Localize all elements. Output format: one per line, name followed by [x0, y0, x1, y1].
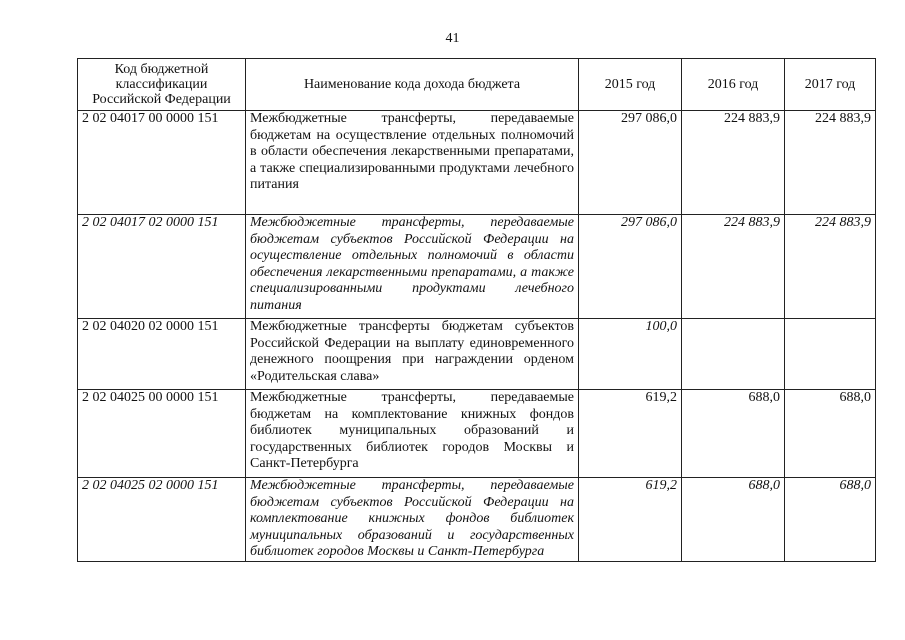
table-row	[78, 478, 876, 562]
amount-2016-cell: 688,0	[682, 478, 785, 562]
revenue-name-cell: Межбюджетные трансферты, передаваемые бюджетам на осуществление отдельных полномочий в области обеспечения лекарственными препаратами, а также специализированными продуктами лечебного питания	[246, 111, 579, 215]
budget-code-cell: 2 02 04017 02 0000 151	[78, 215, 246, 319]
header-year-2015: 2015 год	[579, 59, 682, 111]
budget-code-cell: 2 02 04025 00 0000 151	[78, 390, 246, 478]
budget-code-cell: 2 02 04017 00 0000 151	[78, 111, 246, 215]
budget-code-cell: 2 02 04020 02 0000 151	[78, 319, 246, 390]
amount-2017-cell: 224 883,9	[785, 111, 876, 215]
amount-2015-cell: 100,0	[579, 319, 682, 390]
amount-2015-cell: 619,2	[579, 390, 682, 478]
budget-revenue-table	[77, 58, 876, 562]
table-row	[78, 111, 876, 215]
amount-2015-cell: 619,2	[579, 478, 682, 562]
amount-2016-cell: 224 883,9	[682, 111, 785, 215]
table-row	[78, 390, 876, 478]
revenue-name-cell: Межбюджетные трансферты, передаваемые бюджетам субъектов Российской Федерации на осуществление отдельных полномочий в области обеспечения лекарственными препаратами, а также специализированными продуктами лечебного питания	[246, 215, 579, 319]
amount-2016-cell	[682, 319, 785, 390]
table-row	[78, 319, 876, 390]
table-row	[78, 215, 876, 319]
amount-2017-cell: 224 883,9	[785, 215, 876, 319]
revenue-name-cell: Межбюджетные трансферты, передаваемые бюджетам на комплектование книжных фондов библиотек муниципальных образований и государственных библиотек городов Москвы и Санкт-Петербурга	[246, 390, 579, 478]
amount-2015-cell: 297 086,0	[579, 215, 682, 319]
revenue-name-cell: Межбюджетные трансферты бюджетам субъектов Российской Федерации на выплату единовременного денежного поощрения при награждении орденом «Родительская слава»	[246, 319, 579, 390]
amount-2016-cell: 688,0	[682, 390, 785, 478]
amount-2016-cell: 224 883,9	[682, 215, 785, 319]
header-code: Код бюджетной классификации Российской Федерации	[78, 59, 246, 111]
budget-code-cell: 2 02 04025 02 0000 151	[78, 478, 246, 562]
page-number: 41	[445, 31, 460, 46]
amount-2017-cell	[785, 319, 876, 390]
header-name: Наименование кода дохода бюджета	[246, 59, 579, 111]
amount-2017-cell: 688,0	[785, 390, 876, 478]
amount-2017-cell: 688,0	[785, 478, 876, 562]
header-year-2017: 2017 год	[785, 59, 876, 111]
amount-2015-cell: 297 086,0	[579, 111, 682, 215]
revenue-name-cell: Межбюджетные трансферты, передаваемые бюджетам субъектов Российской Федерации на комплектование книжных фондов библиотек муниципальных образований и государственных библиотек городов Москвы и Санкт-Петербурга	[246, 478, 579, 562]
table-header-row	[78, 59, 876, 111]
header-year-2016: 2016 год	[682, 59, 785, 111]
